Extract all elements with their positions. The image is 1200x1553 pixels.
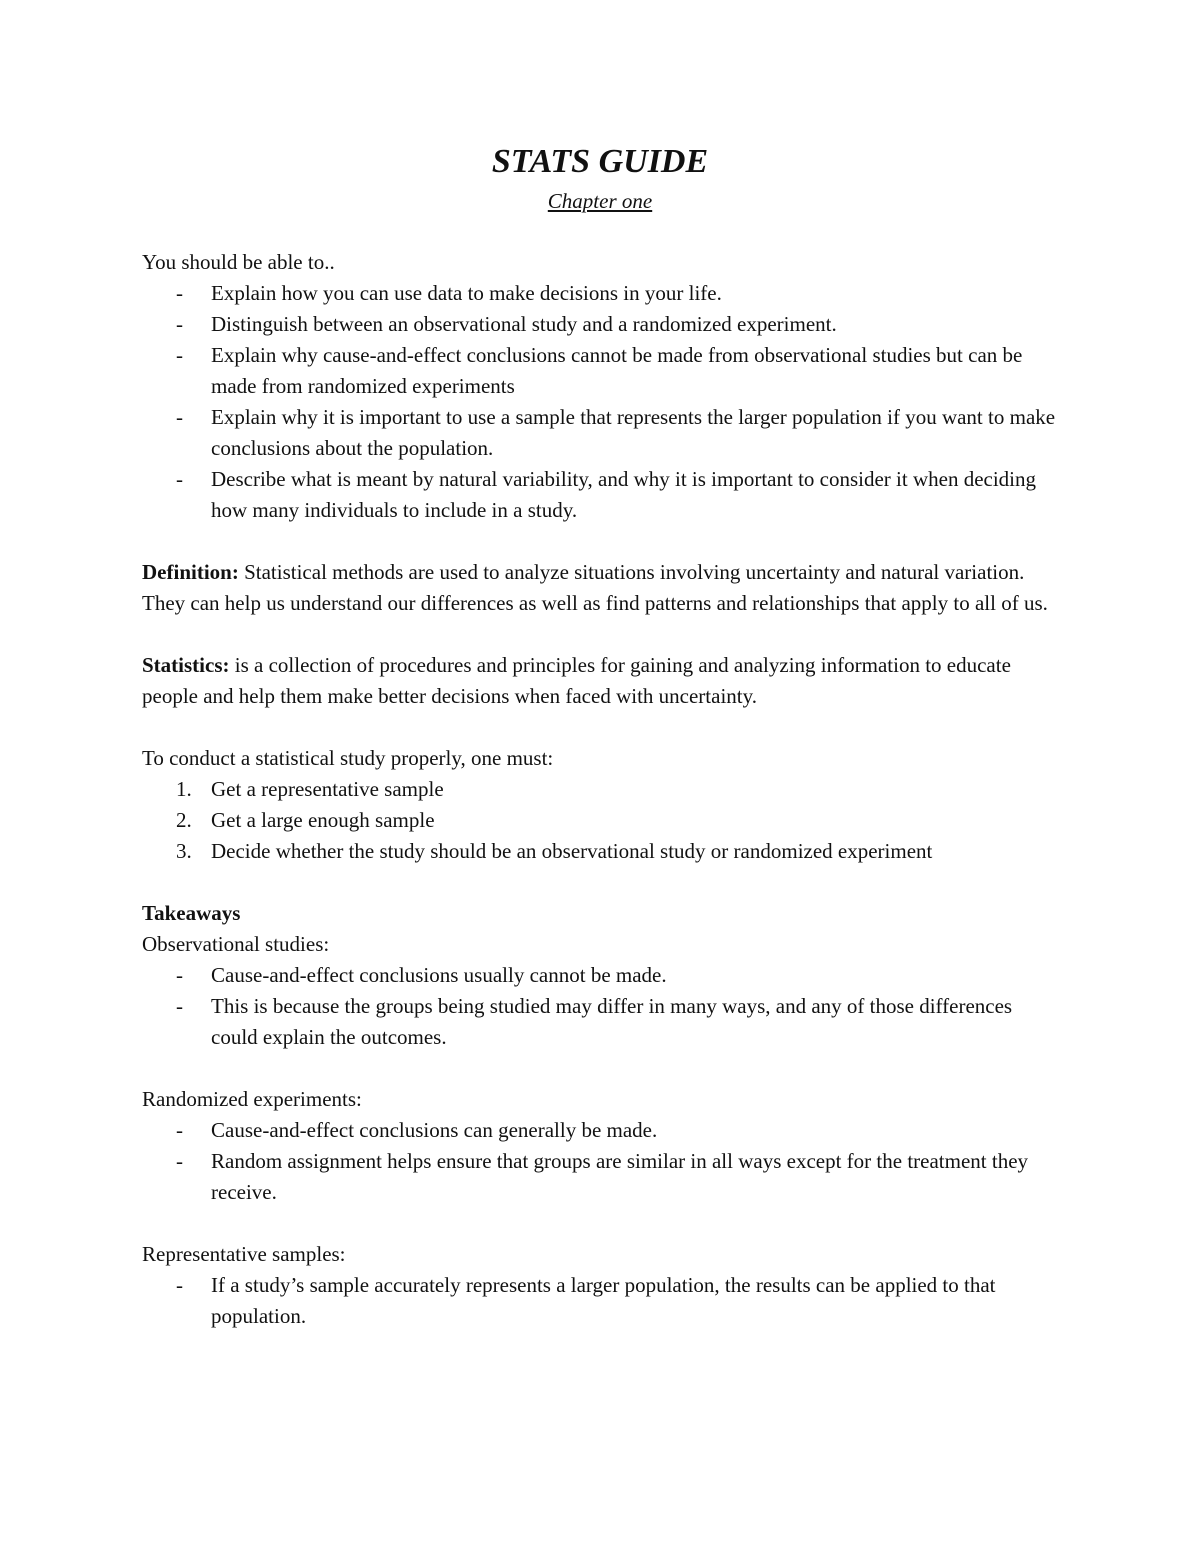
- representative-list: [142, 1270, 1062, 1332]
- list-item: - Explain how you can use data to make decisions in your life.: [142, 278, 1062, 309]
- list-item: - Distinguish between an observational study and a randomized experiment.: [142, 309, 1062, 340]
- conduct-steps-list: [142, 774, 1062, 867]
- objectives-intro: You should be able to..: [142, 250, 335, 274]
- randomized-label: Randomized experiments:: [142, 1087, 362, 1111]
- list-item: 3. Decide whether the study should be an observational study or randomized experiment: [142, 836, 1062, 867]
- dash-bullet: -: [176, 312, 183, 336]
- observational-list: [142, 960, 1062, 1053]
- list-item: - Cause-and-effect conclusions usually cannot be made.: [142, 960, 1062, 991]
- dash-bullet: -: [176, 1118, 183, 1142]
- definition-text: Statistical methods are used to analyze situations involving uncertainty and natural variation. They can help us understand our differences as well as find patterns and relationships that apply to all of us.: [142, 560, 1048, 615]
- step-number: 2.: [176, 808, 192, 832]
- definition-label: Definition:: [142, 560, 239, 584]
- list-item: - If a study’s sample accurately represents a larger population, the results can be applied to that population.: [142, 1270, 1062, 1332]
- definition-paragraph: [142, 557, 1062, 619]
- dash-bullet: -: [176, 343, 183, 367]
- statistics-paragraph: [142, 650, 1062, 712]
- statistics-text: is a collection of procedures and principles for gaining and analyzing information to educate people and help them make better decisions when faced with uncertainty.: [142, 653, 1011, 708]
- takeaways-heading: Takeaways: [142, 901, 241, 925]
- chapter-subtitle: Chapter one: [547, 189, 653, 213]
- dash-bullet: -: [176, 281, 183, 305]
- dash-bullet: -: [176, 405, 183, 429]
- list-item: 2. Get a large enough sample: [142, 805, 1062, 836]
- dash-bullet: -: [176, 1149, 183, 1173]
- dash-bullet: -: [176, 994, 183, 1018]
- list-item: - Explain why it is important to use a sample that represents the larger population if you want to make conclusions about the population.: [142, 402, 1062, 464]
- document-body: [142, 247, 1062, 1332]
- list-item: - Random assignment helps ensure that groups are similar in all ways except for the treatment they receive.: [142, 1146, 1062, 1208]
- dash-bullet: -: [176, 467, 183, 491]
- statistics-label: Statistics:: [142, 653, 230, 677]
- list-item: - Cause-and-effect conclusions can generally be made.: [142, 1115, 1062, 1146]
- page-title: STATS GUIDE: [491, 143, 709, 180]
- randomized-list: [142, 1115, 1062, 1208]
- list-item: - Explain why cause-and-effect conclusions cannot be made from observational studies but can be made from randomized experiments: [142, 340, 1062, 402]
- step-number: 3.: [176, 839, 192, 863]
- dash-bullet: -: [176, 963, 183, 987]
- list-item: 1. Get a representative sample: [142, 774, 1062, 805]
- list-item: - Describe what is meant by natural variability, and why it is important to consider it when deciding how many individuals to include in a study.: [142, 464, 1062, 526]
- observational-label: Observational studies:: [142, 932, 330, 956]
- conduct-intro: To conduct a statistical study properly, one must:: [142, 746, 554, 770]
- representative-label: Representative samples:: [142, 1242, 346, 1266]
- step-number: 1.: [176, 777, 192, 801]
- objectives-list: [142, 278, 1062, 526]
- dash-bullet: -: [176, 1273, 183, 1297]
- list-item: - This is because the groups being studied may differ in many ways, and any of those differences could explain the outcomes.: [142, 991, 1062, 1053]
